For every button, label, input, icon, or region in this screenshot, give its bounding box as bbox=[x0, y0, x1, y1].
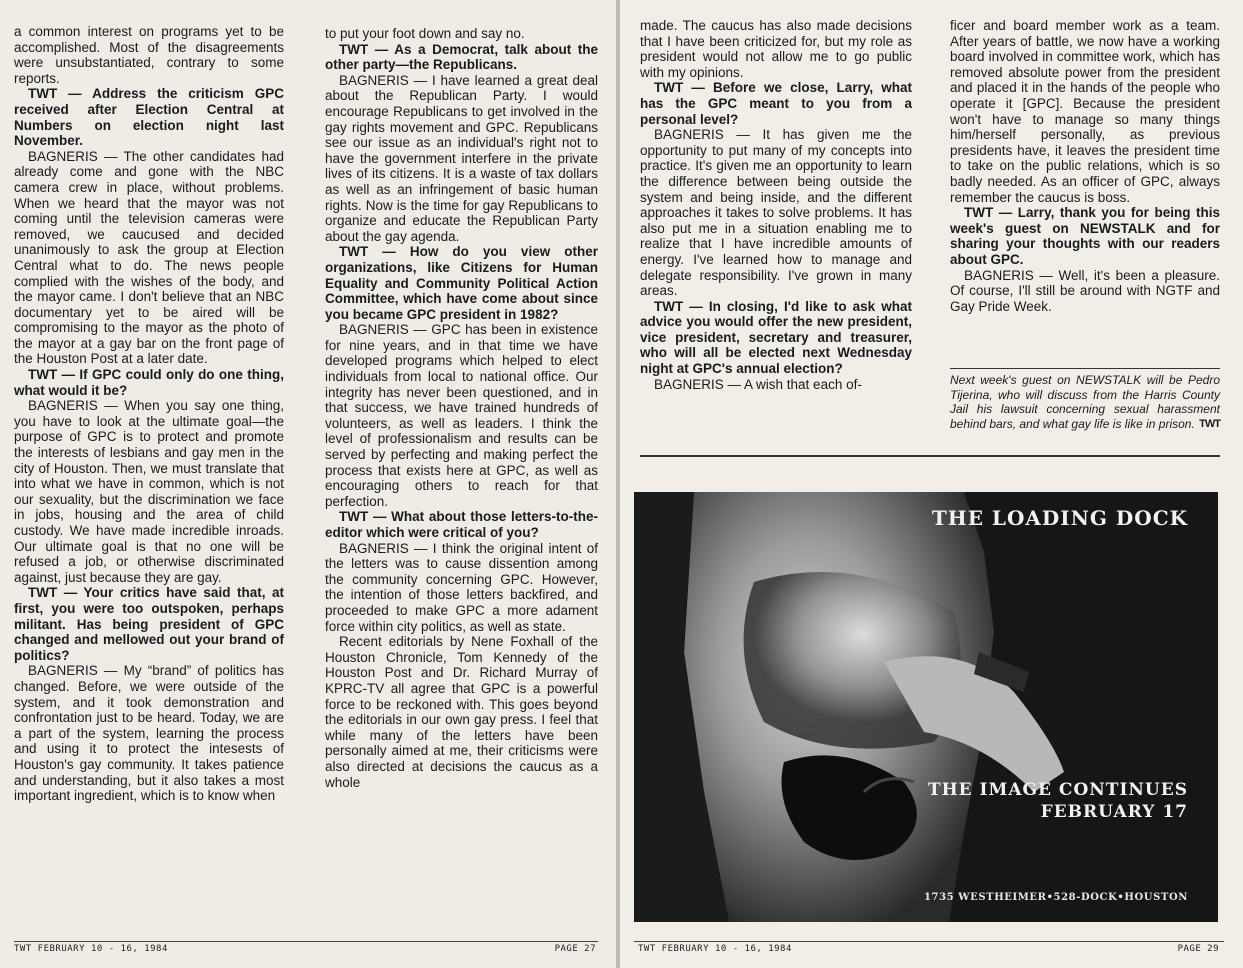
ad-address: 1735 WESTHEIMER•528-DOCK•HOUSTON bbox=[923, 892, 1188, 903]
question-paragraph: TWT — What about those letters-to-the-editor which were critical of you? bbox=[325, 509, 598, 540]
ad-headline: THE LOADING DOCK bbox=[931, 506, 1188, 530]
next-week-text: Next week's guest on NEWSTALK will be Pedro Tijerina, who will discuss from the Harris County Jail his lawsuit concerning sexual harassment behind bars, and what gay life is like in prison. bbox=[950, 373, 1220, 431]
answer-paragraph: BAGNERIS — My “brand” of politics has changed. Before, we were outside of the system, and it took demonstration and confrontation just to be heard. Today, we are a part of the system, learning the process and using it to protect the intesests of Houston's gay community. It takes patience and understanding, but it also takes a most important ingredient, which is to know when bbox=[14, 663, 284, 804]
twt-mark: TWT bbox=[1199, 417, 1220, 430]
answer-paragraph: BAGNERIS — The other candidates had already come and gone with the NBC camera crew in place, without problems. When we heard that the mayor was not coming until the television cameras were removed, we caucused and decided unanimously to ask the group at Election Central what to do. The news people complied with the wishes of the body, and the mayor came. I don't believe that an NBC documentary yet to be aired will be compromising to the mayor as the photo of the mayor at a gay bar on the front page of the Houston Post at a later date. bbox=[14, 148, 284, 367]
question-paragraph: TWT — In closing, I'd like to ask what advice you would offer the new president, vice president, secretary and treasurer, who will all be elected next Wednesday night at GPC's annual election? bbox=[640, 298, 912, 377]
loading-dock-ad bbox=[634, 492, 1218, 922]
left-page bbox=[0, 0, 616, 968]
answer-paragraph: BAGNERIS — GPC has been in existence for nine years, and in that time we have developed programs which helped to elect individuals from local to national office. Our integrity has never been questioned, and in that success, we have trained hundreds of volunteers, as well as leaders. I think the level of professionalism and results can be served by perfecting and making perfect the process that exists here at GPC, as well as encouraging others to reach for that perfection. bbox=[325, 322, 598, 509]
question-paragraph: TWT — As a Democrat, talk about the other party—the Republicans. bbox=[325, 41, 598, 73]
answer-paragraph: BAGNERIS — It has given me the opportunity to put many of my concepts into practice. It's given me an opportunity to learn the difference between being outside the system and being inside, and the different approaches it takes to solve problems. It has also put me in a situation enabling me to realize that I have incredible amounts of energy. I've learned how to manage and delegate responsibility. I've grown in many areas. bbox=[640, 127, 912, 299]
answer-paragraph: BAGNERIS — Well, it's been a pleasure. Of course, I'll still be around with NGTF and Gay Pride Week. bbox=[950, 267, 1220, 314]
answer-paragraph: made. The caucus has also made decisions that I have been criticized for, but my role as president would not allow me to go public with my opinions. bbox=[640, 18, 912, 80]
answer-paragraph: BAGNERIS — When you say one thing, you have to look at the ultimate goal—the purpose of GPC is to protect and promote the interests of lesbians and gay men in the city of Houston. Then, we must translate that into what we have in common, which is not our sexuality, but the discrimination we face in jobs, housing and the area of child custody. We have made incredible inroads. Our ultimate goal is that no one will be refused a job, or otherwise discriminated against, just because they are gay. bbox=[14, 398, 284, 585]
question-paragraph: TWT — Address the criticism GPC received after Election Central at Numbers on election night last November. bbox=[14, 86, 284, 149]
ad-photo bbox=[634, 492, 1218, 922]
footer-date: TWT FEBRUARY 10 - 16, 1984 bbox=[14, 944, 168, 954]
answer-paragraph: BAGNERIS — A wish that each of- bbox=[654, 376, 862, 392]
answer-paragraph: a common interest on programs yet to be accomplished. Most of the disagreements were unsubstantiated, contrary to some reports. bbox=[14, 24, 284, 86]
answer-paragraph: BAGNERIS — I have learned a great deal about the Republican Party. I would encourage Republicans to get involved in the gay rights movement and GPC. Republicans see our issue as an individual's right not to have the government interfere in the private lives of its citizens. It is a waste of tax dollars as well as an infringement of basic human rights. Now is the time for gay Republicans to organize and educate the Republican Party about the gay agenda. bbox=[325, 72, 598, 244]
page-number: PAGE 27 bbox=[554, 944, 596, 954]
right-page bbox=[620, 0, 1243, 968]
column-1 bbox=[14, 24, 284, 804]
answer-paragraph: Recent editorials by Nene Foxhall of the Houston Chronicle, Tom Kennedy of the Houston Post and Dr. Richard Murray of KPRC-TV all agree that GPC is a powerful force to be reckoned with. This goes beyond the editorials in our own gay press. I feel that while many of the letters have been personally aimed at me, their criticisms were also directed at decisions the caucus as a whole bbox=[325, 634, 598, 790]
answer-paragraph: to put your foot down and say no. bbox=[325, 26, 525, 41]
next-week-note bbox=[950, 368, 1220, 431]
page-number: PAGE 29 bbox=[1177, 944, 1219, 954]
footer-rule bbox=[14, 941, 598, 942]
answer-paragraph: BAGNERIS — I think the original intent of the letters was to cause dissention among the community concerning GPC. However, the intention of those letters backfired, and proceeded to make GPC a more adament force within city politics, as well as state. bbox=[325, 540, 598, 634]
column-3 bbox=[640, 18, 912, 392]
footer-date: TWT FEBRUARY 10 - 16, 1984 bbox=[638, 944, 792, 954]
column-4 bbox=[950, 18, 1220, 314]
question-paragraph: TWT — How do you view other organizations, like Citizens for Human Equality and Community Political Action Committee, which have come about since you became GPC president in 1982? bbox=[325, 244, 598, 322]
question-paragraph: TWT — Before we close, Larry, what has the GPC meant to you from a personal level? bbox=[640, 80, 912, 127]
answer-paragraph: ficer and board member work as a team. After years of battle, we now have a working board involved in committee work, which has removed absolute power from the president and placed it in the hands of the people who operate it [GPC]. Because the president won't have to manage so many things him/herself personally, as previous presidents have, it leaves the president time to take on the public relations, which is so badly needed. As an officer of GPC, always remember the caucus is boss. bbox=[950, 18, 1220, 205]
column-2 bbox=[325, 26, 598, 790]
question-paragraph: TWT — Your critics have said that, at first, you were too outspoken, perhaps militant. Has being president of GPC changed and mellowed out your brand of politics? bbox=[14, 585, 284, 663]
question-paragraph: TWT — Larry, thank you for being this week's guest on NEWSTALK and for sharing your thoughts with our readers about GPC. bbox=[950, 205, 1220, 267]
ad-date: FEBRUARY 17 bbox=[1040, 802, 1188, 822]
section-divider bbox=[640, 455, 1220, 457]
question-paragraph: TWT — If GPC could only do one thing, what would it be? bbox=[14, 367, 284, 398]
footer-rule bbox=[634, 941, 1224, 942]
ad-tagline: THE IMAGE CONTINUES bbox=[927, 780, 1188, 800]
